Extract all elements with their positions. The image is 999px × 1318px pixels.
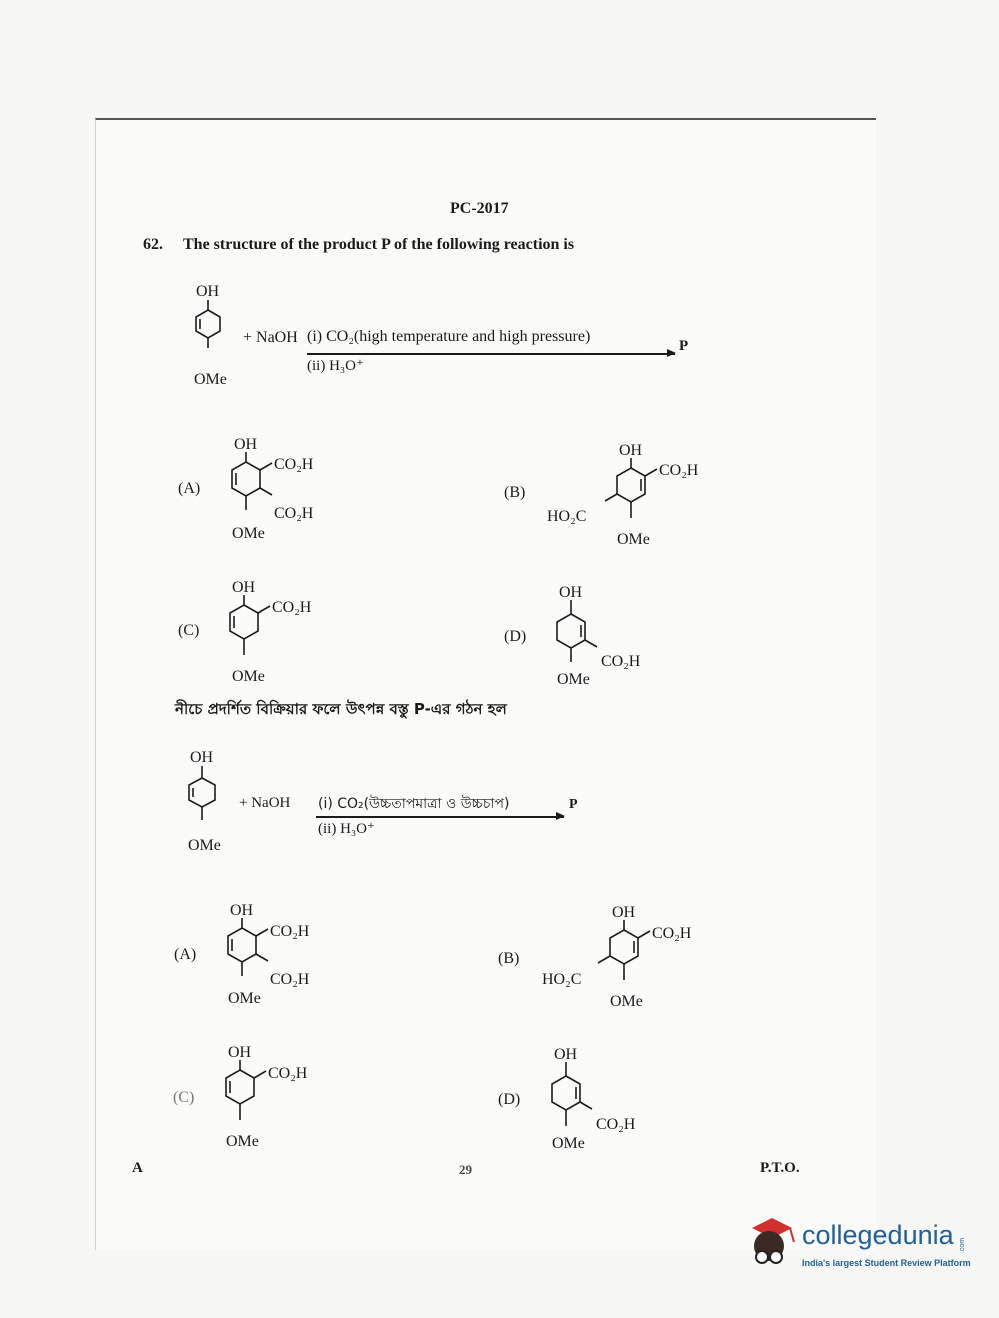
svg-text:OH: OH [228,1044,252,1061]
option-c-label-en: (C) [178,622,200,639]
svg-text:CO₂H: CO₂H [596,1116,636,1133]
option-c-molecule-en [222,575,332,690]
svg-text:OMe: OMe [232,668,265,685]
mascot-icon [742,1216,800,1274]
svg-text:CO₂H: CO₂H [272,599,312,616]
svg-text:CO₂H: CO₂H [601,653,641,670]
reaction-arrow-bn [316,816,564,818]
svg-text:CO₂H: CO₂H [274,456,314,473]
option-a-label-en: (A) [178,480,201,497]
reagent-en: + NaOH [243,329,298,346]
svg-text:OH: OH [559,584,583,601]
question-text-en: The structure of the product P of the following reaction is [183,236,575,253]
option-b-molecule-en [545,438,715,558]
svg-text:OMe: OMe [552,1135,585,1152]
reaction-step2-en: (ii) H₃O⁺ [307,358,364,374]
option-c-molecule-bn [214,1040,324,1155]
svg-text:OMe: OMe [226,1133,259,1150]
option-b-molecule-bn [540,900,710,1015]
question-text-bn: নীচে প্রদর্শিত বিক্রিয়ার ফলে উৎপন্ন বস্তু P-এর গঠন হল [175,700,507,718]
option-a-label-bn: (A) [174,946,197,963]
reactant-ome-label: OMe [194,371,227,388]
svg-text:OH: OH [232,579,256,596]
footer-pto: P.T.O. [760,1160,800,1176]
option-d-label-en: (D) [504,628,527,645]
svg-text:OH: OH [554,1046,578,1063]
svg-text:OMe: OMe [188,837,221,854]
product-label-bn: P [569,797,578,812]
option-a-molecule-bn [216,898,326,1013]
logo-domain-suffix: .com [959,1237,967,1254]
option-d-molecule-bn [540,1042,650,1157]
footer-page-number: 29 [459,1162,472,1177]
option-b-label-en: (B) [504,484,526,501]
svg-text:OH: OH [190,749,214,766]
svg-text:OMe: OMe [557,671,590,688]
svg-text:OMe: OMe [232,525,265,542]
svg-text:OH: OH [234,436,258,453]
reactant-oh-label: OH [196,283,220,300]
svg-text:OMe: OMe [228,990,261,1007]
svg-text:CO₂H: CO₂H [268,1065,308,1082]
paper-code: PC-2017 [450,200,509,217]
product-label-en: P [679,338,689,354]
collegedunia-logo [742,1216,972,1276]
svg-text:CO₂H: CO₂H [274,505,314,522]
svg-text:OH: OH [619,442,643,459]
svg-text:HO₂C: HO₂C [542,971,582,988]
reaction-step1-bn: (i) CO₂(উচ্চতাপমাত্রা ও উচ্চচাপ) [318,796,510,812]
svg-text:CO₂H: CO₂H [270,923,310,940]
svg-text:CO₂H: CO₂H [270,971,310,988]
svg-text:CO₂H: CO₂H [659,462,699,479]
footer-set-code: A [132,1160,143,1176]
question-number: 62. [143,236,163,253]
reactant-molecule-en [176,280,246,395]
logo-wordmark: collegedunia [802,1220,954,1250]
svg-text:CO₂H: CO₂H [652,925,692,942]
svg-text:OMe: OMe [617,531,650,548]
svg-text:OH: OH [612,904,636,921]
option-d-label-bn: (D) [498,1091,521,1108]
option-d-molecule-en [545,580,655,695]
svg-text:HO₂C: HO₂C [547,508,587,525]
option-b-label-bn: (B) [498,950,520,967]
logo-tagline: India's largest Student Review Platform [802,1258,971,1268]
svg-text:OH: OH [230,902,254,919]
reactant-molecule-bn [172,744,242,859]
reaction-step2-bn: (ii) H₃O⁺ [318,821,375,837]
reagent-bn: + NaOH [239,795,291,811]
option-c-label-bn: (C) [173,1089,195,1106]
reaction-arrow-en [307,353,675,355]
option-a-molecule-en [224,432,334,552]
svg-text:OMe: OMe [610,993,643,1010]
reaction-step1-en: (i) CO₂(high temperature and high pressure) [307,328,591,345]
